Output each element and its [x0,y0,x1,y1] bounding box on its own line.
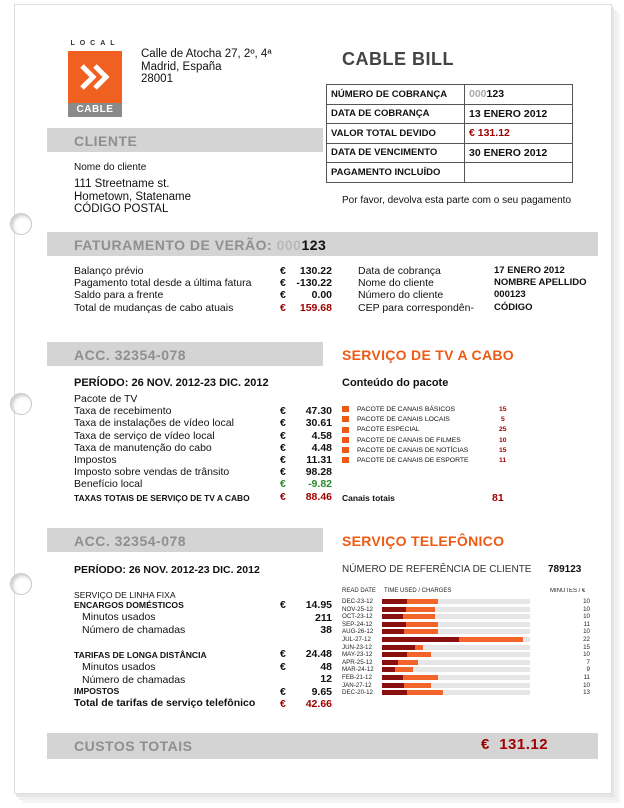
phone-total-label: Total de tarifas de serviço telefônico [74,697,256,709]
return-note: Por favor, devolva esta parte com o seu pagamento [342,195,572,206]
amount-row [280,277,332,289]
binder-hole [10,393,32,415]
chart-value-label: 10 [583,628,590,636]
chart-category-label: OCT-23-12 [342,613,373,621]
package-count: 15 [499,446,507,454]
amount-row [280,599,332,611]
chart-bar-track [382,690,530,695]
package-name: PACOTE DE CANAIS DE NOTÍCIAS [357,446,469,454]
chart-bar-time [382,607,406,612]
list-item [74,302,233,314]
amount-row [280,393,332,405]
tv-charges-list [74,393,274,491]
amount-value: 4.58 [311,429,332,442]
reference-label: NÚMERO DE REFERÊNCIA DE CLIENTE [342,564,532,575]
summer-right-values [494,265,592,314]
currency-symbol: € [280,648,286,660]
phone-period: PERÍODO: 26 NOV. 2012-23 DIC. 2012 [74,564,260,576]
logo-top-text: LOCAL [70,40,120,47]
list-item: Taxa de serviço de vídeo local [74,429,215,442]
chart-bar-track [382,599,530,604]
amount-row [280,289,332,301]
row-label: Data de cobrança [358,265,441,277]
cliente-header: CLIENTE [74,133,138,149]
chart-value-label: 15 [583,643,590,651]
currency-symbol: € [280,685,286,698]
chart-category-label: JUL-27-12 [342,636,371,643]
info-value: 13 ENERO 2012 [465,104,573,124]
list-item [74,289,163,301]
chart-bar-track [382,683,530,688]
tv-total-label: TAXAS TOTAIS DE SERVIÇO DE TV A CABO [74,493,250,503]
summer-billing-header [74,237,326,253]
currency-symbol: € [280,301,286,314]
chart-value-label: 10 [583,598,590,605]
address-line: Madrid, España [141,60,222,73]
currency-symbol: € [280,289,286,302]
chart-value-label: 9 [586,666,590,674]
tv-total-amount [280,491,332,503]
chart-value-label: 10 [583,681,590,689]
currency-symbol: € [280,277,286,290]
chart-bar-time [382,599,407,604]
tv-amounts [280,393,332,491]
amount-value: 98.28 [305,466,332,479]
chart-category-label: SEP-24-12 [342,620,373,628]
amount-row [280,661,332,673]
amount-value: 0.00 [311,289,332,302]
row-value: 17 ENERO 2012 [494,265,565,276]
chart-row [342,628,602,635]
list-item: SERVIÇO DE LINHA FIXA [74,590,176,600]
package-list [342,405,512,466]
chart-row [342,613,602,620]
currency-symbol: € [280,660,286,673]
list-item [342,456,512,466]
list-item [342,425,512,435]
amount-value: -130.22 [296,277,332,290]
amount-value: 11.31 [306,453,332,466]
chart-category-label: JUN-23-12 [342,643,372,651]
amount-row [280,417,332,429]
table-row [327,124,573,144]
tv-period: PERÍODO: 26 NOV. 2012-23 DIC. 2012 [74,377,269,389]
phone-section-title: SERVIÇO TELEFÔNICO [342,533,505,549]
binder-hole [10,573,32,595]
row-label: Saldo para a frente [74,289,164,302]
info-value-number: 123 [486,88,505,101]
chart-category-label: JAN-27-12 [342,681,372,689]
chart-category-label: FEB-21-12 [342,674,372,681]
chart-category-label: MAR-24-12 [342,666,374,674]
table-row [327,163,573,183]
info-label: NÚMERO DE COBRANÇA [327,85,465,105]
info-value: 30 ENERO 2012 [465,143,573,163]
chart-bar-time [382,622,406,627]
chart-row [342,598,602,605]
amount-value: 4.48 [311,441,332,454]
package-count: 10 [499,436,507,444]
info-value [465,163,573,183]
amount-value: 24.48 [305,648,332,660]
summer-right-labels [358,265,493,314]
amount-row [280,430,332,442]
currency-symbol: € [280,417,286,430]
chart-bar-track [382,637,530,642]
bill-info-table [326,84,573,183]
package-name: PACOTE DE CANAIS LOCAIS [357,416,450,424]
amount-value: 9.65 [311,685,332,698]
package-count: 15 [499,406,507,413]
row-value: CÓDIGO [494,301,533,313]
chart-bar-time [382,667,395,672]
amount-row [280,648,332,660]
info-label: DATA DE VENCIMENTO [327,143,465,163]
package-count: 5 [501,416,505,424]
summer-billing-label: FATURAMENTO DE VERÃO: [74,237,273,253]
chart-bar-time [382,645,415,650]
amount-row [280,454,332,466]
chart-category-label: APR-25-12 [342,658,373,666]
list-item [342,436,512,446]
list-item [74,265,143,277]
tv-section-title: SERVIÇO DE TV A CABO [342,347,514,363]
chart-bar-track [382,629,530,634]
total-costs-amount [481,736,548,753]
currency-symbol: € [280,698,286,710]
row-value: 000123 [494,289,526,301]
info-label: PAGAMENTO INCLUÍDO [327,163,465,183]
chart-value-label: 10 [583,613,590,621]
list-item: Pacote de TV [74,393,138,405]
summer-billing-number: 123 [301,237,327,253]
list-item [342,405,512,415]
list-item [74,277,251,289]
chart-value-label: 11 [583,674,590,681]
tv-account: ACC. 32354-078 [74,347,187,363]
chart-value-label: 10 [583,651,590,659]
list-item: Número de chamadas [82,624,186,636]
amount-value: 38 [320,624,332,636]
chart-bar-time [382,660,398,665]
bill-title: CABLE BILL [342,49,454,69]
amount-row [280,698,332,710]
row-value: NOMBRE APELLIDO [494,277,587,289]
chart-row [342,659,602,666]
chart-bar-time [382,683,404,688]
list-item: IMPOSTOS [74,686,120,696]
list-item: Minutos usados [82,661,156,673]
package-count: 11 [499,457,507,465]
package-name: PACOTE DE CANAIS DE FILMES [357,436,461,444]
chart-row [342,682,602,689]
binder-hole [10,213,32,235]
chart-bar-track [382,660,530,665]
reference-value: 789123 [548,564,582,575]
package-name: PACOTE DE CANAIS DE ESPORTE [357,457,469,465]
chart-bar-track [382,607,530,612]
amount-row [280,405,332,417]
row-label: Balanço prévio [74,265,144,277]
amount-value: 159.68 [299,301,332,314]
currency-symbol: € [280,453,286,466]
summer-billing-prefix: 000 [276,237,302,253]
info-value-prefix: 000 [469,88,487,101]
client-address-line: CÓDIGO POSTAL [74,203,169,216]
chart-bar-track [382,652,530,657]
currency-symbol: € [280,441,286,454]
package-name: PACOTE ESPECIAL [357,426,420,434]
chart-row [342,606,602,613]
chart-row [342,636,602,643]
currency-symbol: € [280,491,286,503]
row-label: Nome do cliente [358,277,434,290]
package-title: Conteúdo do pacote [342,377,449,389]
company-logo [68,40,122,118]
chart-header-usage: TIME USED / CHARGES [384,588,452,594]
address-line: 28001 [141,73,173,85]
amount-value: 48 [320,660,332,673]
list-item: Minutos usados [82,611,156,623]
chart-value-label: 10 [583,605,590,613]
chart-bar-time [382,652,407,657]
list-item: Benefício local [74,478,143,491]
chart-category-label: DEC-20-12 [342,689,373,697]
currency-symbol: € [280,429,286,442]
chart-value-label: 7 [586,658,590,666]
chart-row [342,674,602,681]
chart-bar-time [382,614,403,619]
chart-header-date: READ DATE [342,588,376,594]
amount-value: 211 [315,611,332,624]
amount-value: 30.61 [305,417,332,430]
bullet-square-icon [342,427,349,433]
amount-value: 14.95 [305,599,332,611]
logo-bottom-text: CABLE [68,103,122,117]
bullet-square-icon [342,416,349,422]
amount-row [280,265,332,277]
list-item: Taxa de recebimento [74,405,172,418]
client-address [74,178,191,216]
client-address-line: 111 Streetname st. [74,178,170,190]
chart-value-label: 13 [583,689,590,697]
chart-category-label: MAY-23-12 [342,651,373,659]
chart-value-label: 11 [583,620,590,628]
info-label: VALOR TOTAL DEVIDO [327,124,465,144]
table-row [327,85,573,105]
chart-bar-track [382,675,530,680]
chart-header-minutes: MINUTES / € [550,588,586,594]
chart-bar-track [382,645,530,650]
chart-bar-track [382,622,530,627]
list-item: ENCARGOS DOMÉSTICOS [74,600,184,610]
amount-value: 47.30 [305,405,332,418]
list-item [342,446,512,456]
amount-row [280,686,332,698]
amount-value: 131.12 [499,736,549,753]
company-address [141,48,272,86]
channels-total-label: Canais totais [342,493,395,503]
package-name: PACOTE DE CANAIS BÁSICOS [357,406,456,413]
list-item: Número de chamadas [82,674,186,686]
amount-value: 88.46 [305,491,332,503]
chart-bar-track [382,667,530,672]
row-label: CEP para correspondên- [358,301,474,314]
chart-bar-time [382,675,403,680]
row-label: Total de mudanças de cabo atuais [74,301,234,314]
bullet-square-icon [342,406,349,412]
amount-value: 42.66 [305,698,332,710]
chart-bar-track [382,614,530,619]
info-value [465,85,573,105]
list-item: Impostos [74,454,117,467]
client-name: Nome do cliente [74,162,147,173]
row-label: Número do cliente [358,289,444,302]
currency-symbol: € [481,736,490,753]
currency-symbol: € [280,478,286,491]
list-item [342,415,512,425]
list-item: Imposto sobre vendas de trânsito [74,466,230,479]
client-address-line: Hometown, Statename [74,190,191,203]
amount-value: 12 [320,673,332,685]
amount-row [280,442,332,454]
chart-category-label: NOV-25-12 [342,605,373,613]
table-row [327,143,573,163]
list-item: Taxa de instalações de vídeo local [74,417,234,430]
chart-value-label: 22 [583,636,590,643]
chart-row [342,689,602,696]
bullet-square-icon [342,437,349,443]
chart-category-label: DEC-23-12 [342,598,373,605]
package-count: 25 [499,426,507,434]
amount-row [280,466,332,478]
list-item: Taxa de manutenção do cabo [74,441,212,454]
currency-symbol: € [280,265,286,277]
channels-total-value: 81 [492,492,504,504]
chart-row [342,621,602,628]
bullet-square-icon [342,457,349,463]
currency-symbol: € [280,599,286,611]
amount-value: 130.22 [299,265,332,277]
list-item: TARIFAS DE LONGA DISTÂNCIA [74,650,207,660]
info-label: DATA DE COBRANÇA [327,104,465,124]
amount-value: -9.82 [308,478,332,491]
total-costs-label: CUSTOS TOTAIS [74,738,193,754]
chart-row [342,651,602,658]
chart-bar-time [382,637,459,642]
row-label: Pagamento total desde a última fatura [74,277,252,290]
chart-bar-time [382,690,407,695]
chart-row [342,644,602,651]
chart-row [342,666,602,673]
amount-row [280,302,332,314]
bullet-square-icon [342,447,349,453]
chart-bar-time [382,629,404,634]
address-line: Calle de Atocha 27, 2º, 4ª [141,48,272,60]
currency-symbol: € [280,466,286,479]
currency-symbol: € [280,405,286,418]
info-value: € 131.12 [465,124,573,144]
summer-amounts [280,265,332,314]
amount-row [280,478,332,490]
phone-account: ACC. 32354-078 [74,533,187,549]
table-row [327,104,573,124]
chart-category-label: AUG-26-12 [342,628,374,636]
logo-arrows-icon [68,51,122,103]
